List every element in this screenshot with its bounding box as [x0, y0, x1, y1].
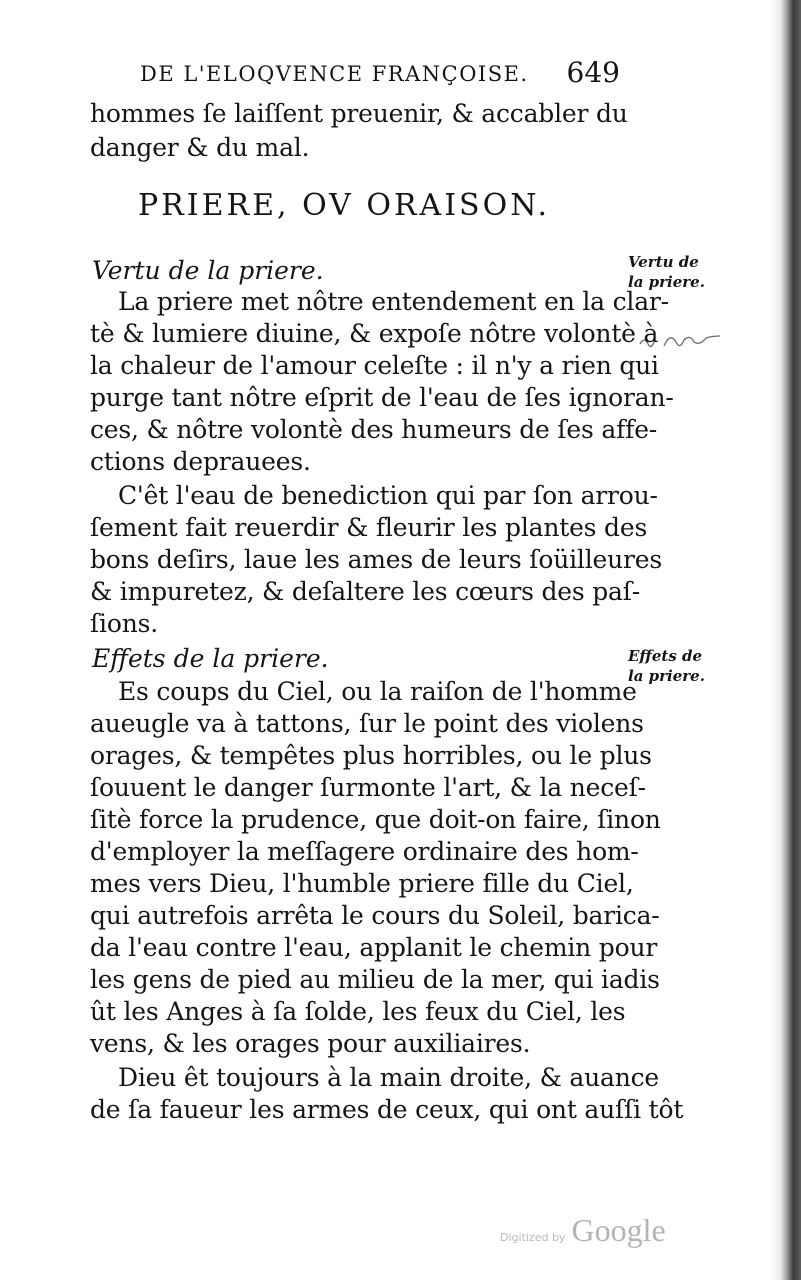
subhead-vertu: Vertu de la priere.: [92, 256, 324, 285]
page-number: 649: [566, 56, 620, 89]
text-line: Es coups du Ciel, ou la raiſon de l'homme: [118, 677, 637, 706]
section-title: PRIERE, OV ORAISON.: [138, 188, 551, 223]
text-line: de ſa faueur les armes de ceux, qui ont auſſi tôt: [90, 1095, 684, 1124]
text-line: da l'eau contre l'eau, applanit le chemin pour: [90, 933, 658, 962]
text-line: hommes ſe laiſſent preuenir, & accabler du: [90, 99, 628, 128]
margin-note-effets: [628, 646, 718, 686]
text-line: ſement fait reuerdir & fleurir les plantes des: [90, 513, 648, 542]
watermark-logo: Google: [571, 1212, 666, 1248]
text-line: bons deſirs, laue les ames de leurs ſoüilleures: [90, 545, 662, 574]
text-line: ces, & nôtre volontè des humeurs de ſes affe-: [90, 415, 658, 444]
text-line: Dieu êt toujours à la main droite, & auance: [118, 1063, 659, 1092]
page-gutter-edge: [770, 0, 801, 1280]
watermark-prefix: Digitized by: [500, 1231, 566, 1244]
text-line: orages, & tempêtes plus horribles, ou le plus: [90, 741, 652, 770]
text-line: aueugle va à tattons, ſur le point des violens: [90, 709, 644, 738]
text-line: ſouuent le danger ſurmonte l'art, & la neceſ-: [90, 773, 646, 802]
text-line: vens, & les orages pour auxiliaires.: [90, 1029, 531, 1058]
running-head-title: DE L'ELOQVENCE FRANÇOISE.: [140, 62, 529, 86]
text-line: mes vers Dieu, l'humble priere fille du Ciel,: [90, 869, 634, 898]
text-line: & impuretez, & deſaltere les cœurs des paſ-: [90, 577, 641, 606]
text-line: danger & du mal.: [90, 133, 310, 162]
text-line: ſions.: [90, 609, 158, 638]
text-line: les gens de pied au milieu de la mer, qui iadis: [90, 965, 660, 994]
text-line: la chaleur de l'amour celeſte : il n'y a rien qui: [90, 351, 659, 380]
margin-note-line: Vertu de: [628, 253, 699, 271]
margin-note-line: Effets de: [628, 647, 703, 665]
running-head: [140, 56, 620, 89]
text-line: d'employer la meſſagere ordinaire des hom-: [90, 837, 639, 866]
text-line: purge tant nôtre eſprit de l'eau de ſes ignoran-: [90, 383, 674, 412]
text-line: ût les Anges à ſa ſolde, les feux du Ciel, les: [90, 997, 626, 1026]
text-line: ſitè force la prudence, que doit-on faire, ſinon: [90, 805, 661, 834]
text-line: La priere met nôtre entendement en la clar-: [118, 287, 669, 316]
margin-note-vertu: [628, 252, 718, 292]
digitized-watermark: [500, 1212, 666, 1249]
text-line: ctions deprauees.: [90, 447, 311, 476]
text-line: C'êt l'eau de benediction qui par ſon arrou-: [118, 481, 658, 510]
margin-note-line: la priere.: [628, 273, 705, 291]
subhead-effets: Effets de la priere.: [92, 644, 329, 673]
margin-note-line: la priere.: [628, 667, 705, 685]
text-line: tè & lumiere diuine, & expoſe nôtre volontè à: [90, 319, 659, 348]
text-line: qui autrefois arrêta le cours du Soleil, barica-: [90, 901, 660, 930]
